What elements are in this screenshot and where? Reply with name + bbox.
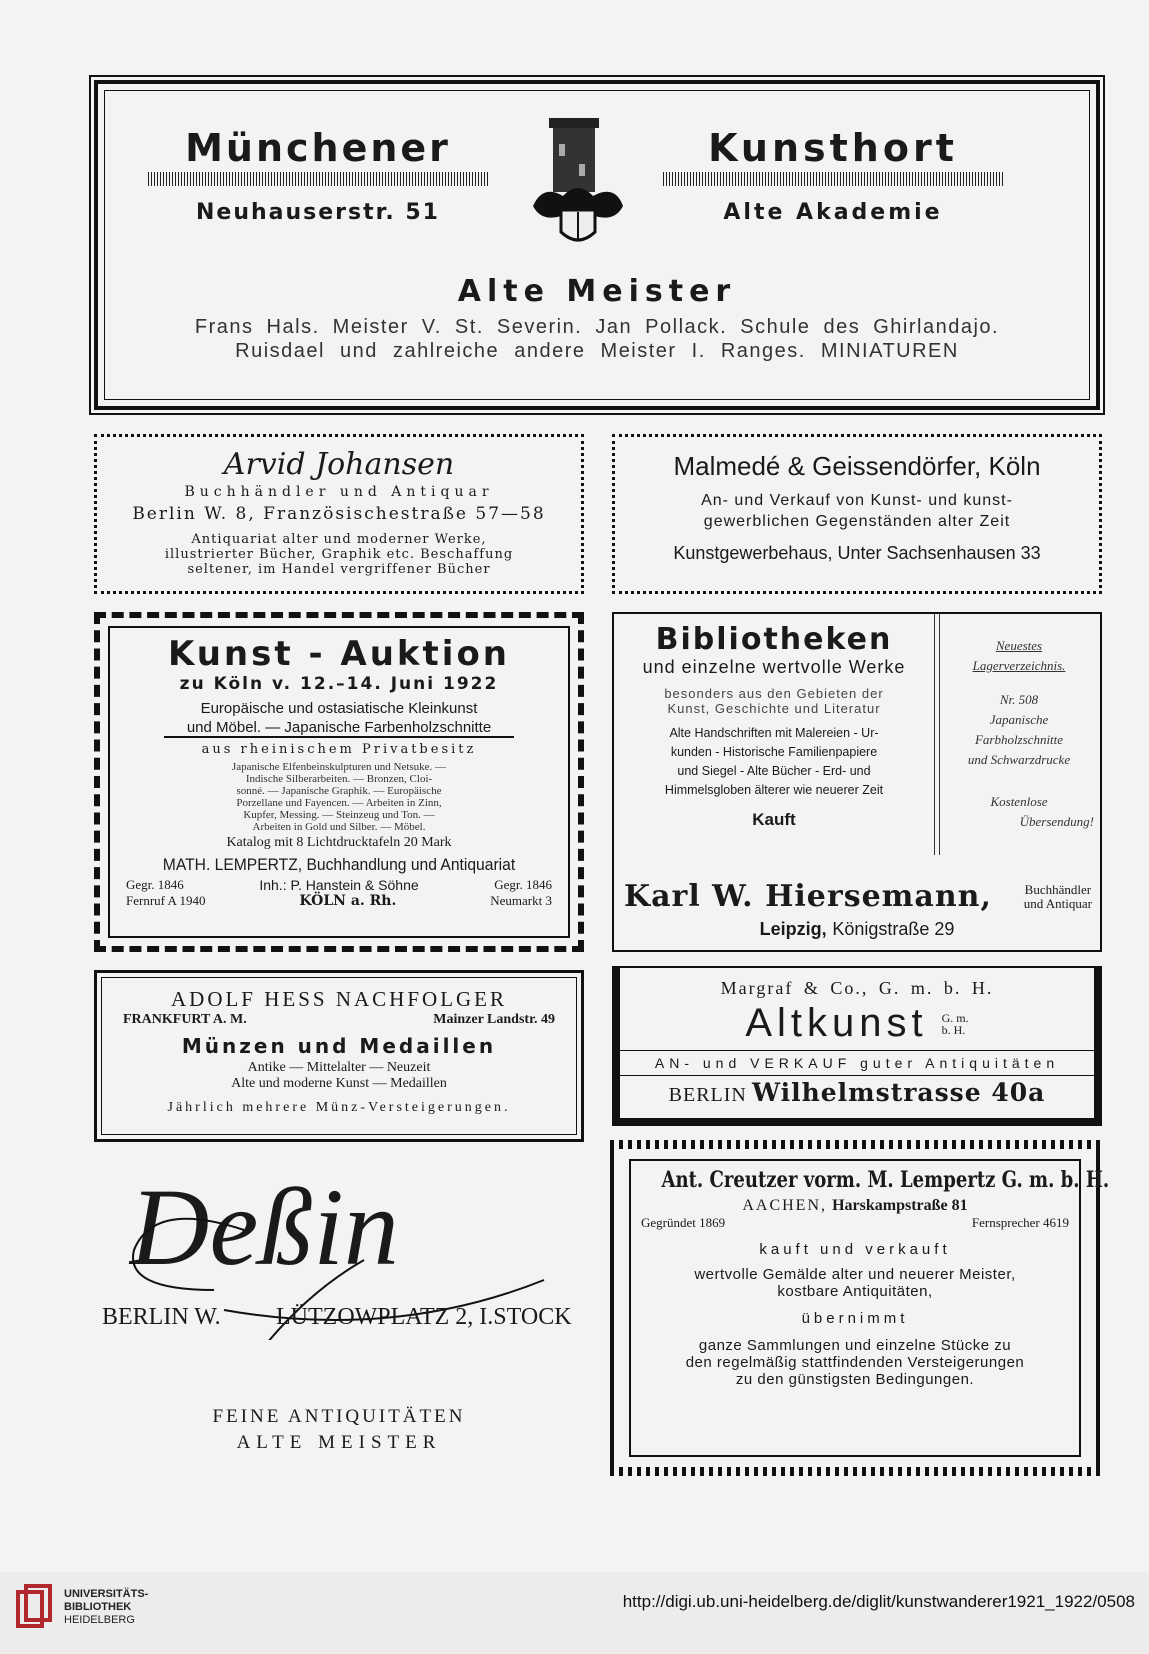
johansen-role: Buchhändler und Antiquar [184, 484, 494, 500]
hiersemann-sub: und einzelne wertvolle Werke [642, 657, 906, 677]
ad-adolf-hess [94, 970, 584, 1142]
hiersemann-side-6: und Schwarzdrucke [967, 752, 1071, 767]
hiersemann-side-5: Farbholzschnitte [974, 732, 1064, 747]
creutzer-info-row [619, 1215, 1091, 1231]
auktion-address: Neumarkt 3 [490, 893, 552, 908]
hiersemann-side-2: Lagerverzeichnis. [972, 658, 1066, 673]
hiersemann-list [614, 724, 934, 800]
creutzer-line-4: den regelmäßig stattfindenden Versteigerungen [685, 1354, 1025, 1371]
altkunst-line-1: AN- und VERKAUF guter Antiquitäten [614, 1050, 1100, 1071]
auktion-row-1 [100, 877, 578, 893]
hiersemann-kauft: Kauft [752, 810, 796, 829]
altkunst-gmbh [942, 1012, 969, 1036]
creutzer-ub: übernimmt [801, 1310, 909, 1327]
auktion-katalog: Katalog mit 8 Lichtdrucktafeln 20 Mark [226, 835, 452, 850]
kunsthort-left-block [148, 126, 488, 225]
hiersemann-street: Königstraße 29 [832, 919, 955, 939]
dessin-line-2: ALTE MEISTER [236, 1432, 442, 1453]
creutzer-line-3: ganze Sammlungen und einzelne Stücke zu [698, 1337, 1012, 1354]
altkunst-street: Wilhelmstrasse 40a [751, 1078, 1046, 1107]
alte-meister-heading: Alte Meister [457, 274, 737, 309]
malmede-line-2: gewerblichen Gegenständen alter Zeit [703, 513, 1011, 530]
hess-line-1: Antike — Mittelalter — Neuzeit [247, 1060, 431, 1075]
auktion-line-2: und Möbel. — Japanische Farbenholzschnitte [164, 719, 514, 738]
ad-margraf-altkunst [612, 966, 1102, 1126]
hess-line-2: Alte und moderne Kunst — Medaillen [231, 1076, 447, 1091]
altkunst-city: BERLIN [668, 1084, 747, 1106]
auktion-city: KÖLN a. Rh. [299, 893, 397, 909]
dessin-street: LÜTZOWPLATZ 2, I.STOCK [276, 1304, 572, 1330]
hiersemann-role-1: Buchhändler [1024, 881, 1092, 897]
hiersemann-firm: Karl W. Hiersemann, [624, 879, 992, 914]
auktion-detail-3: sonné. — Japanische Graphik. — Europäische [236, 785, 442, 797]
hiersemann-list-3: und Siegel - Alte Bücher - Erd- und [677, 764, 871, 778]
creutzer-line-5: zu den günstigsten Bedingungen. [735, 1371, 975, 1388]
auktion-date: zu Köln v. 12.–14. Juni 1922 [179, 674, 499, 694]
auktion-detail-1: Japanische Elfenbeinskulpturen und Netsuke. — [231, 761, 447, 773]
hess-title: ADOLF HESS NACHFOLGER [170, 987, 508, 1011]
ub-line-3: HEIDELBERG [64, 1614, 135, 1626]
source-url[interactable]: http://digi.ub.uni-heidelberg.de/diglit/kunstwanderer1921_1922/0508 [622, 1592, 1135, 1611]
ad-arvid-johansen [94, 434, 584, 594]
hiersemann-list-1: Alte Handschriften mit Malereien - Ur- [669, 726, 879, 740]
malmede-line-1: An- und Verkauf von Kunst- und kunst- [701, 492, 1013, 509]
creutzer-city: AACHEN, [742, 1197, 827, 1214]
johansen-text-1: Antiquariat alter und moderner Werke, [191, 532, 487, 547]
hiersemann-city: Leipzig, [759, 919, 827, 939]
malmede-line-3: Kunstgewerbehaus, Unter Sachsenhausen 33 [673, 543, 1041, 563]
kunsthort-line-1: Frans Hals. Meister V. St. Severin. Jan Pollack. Schule des Ghirlandajo. [194, 316, 1000, 338]
hiersemann-side-4: Japanische [989, 712, 1049, 727]
margraf-main-row [614, 1001, 1100, 1046]
dessin-line-1: FEINE ANTIQUITÄTEN [212, 1406, 466, 1427]
auktion-details [100, 761, 578, 833]
auktion-gegr-right: Gegr. 1846 [494, 877, 552, 892]
hiersemann-sidebar [944, 636, 1094, 832]
ad-dessin [94, 1162, 584, 1472]
kunsthort-right-block [663, 126, 1003, 225]
hiersemann-address [614, 919, 1100, 940]
ub-heidelberg-logo-icon [14, 1582, 56, 1638]
creutzer-address [619, 1195, 1091, 1215]
hess-city: FRANKFURT A. M. [123, 1012, 247, 1027]
auktion-detail-6: Arbeiten in Gold und Silber. — Möbel. [252, 821, 426, 833]
hiersemann-list-4: Himmelsgloben älterer wie neuerer Zeit [664, 783, 884, 797]
kunsthort-location: Alte Akademie [723, 200, 943, 225]
kunsthort-right-title: Kunsthort [708, 126, 958, 170]
kunsthort-left-title: Münchener [185, 126, 451, 170]
auktion-detail-5: Kupfer, Messing. — Steinzeug und Ton. — [243, 809, 435, 821]
auktion-inhaber: Inh.: P. Hanstein & Söhne [259, 877, 419, 893]
creutzer-line-2: kostbare Antiquitäten, [777, 1283, 933, 1300]
auktion-title: Kunst - Auktion [167, 634, 511, 674]
johansen-text-3: seltener, im Handel vergriffener Bücher [187, 562, 491, 577]
dessin-city: BERLIN W. [102, 1304, 221, 1330]
johansen-address: Berlin W. 8, Französischestraße 57—58 [132, 504, 546, 524]
altkunst-address [614, 1075, 1100, 1107]
creutzer-title: Ant. Creutzer vorm. M. Lempertz G. m. b. H. [661, 1167, 1110, 1193]
margraf-top: Margraf & Co., G. m. b. H. [720, 978, 994, 998]
creutzer-line-1: wertvolle Gemälde alter und neuerer Meister, [694, 1266, 1016, 1283]
ub-line-2: BIBLIOTHEK [64, 1601, 132, 1613]
hiersemann-line-1: besonders aus den Gebieten der [664, 686, 884, 701]
creutzer-kv: kauft und verkauft [759, 1241, 951, 1258]
hiersemann-side-3: Nr. 508 [999, 692, 1039, 707]
auktion-detail-2: Indische Silberarbeiten. — Bronzen, Cloi- [245, 773, 433, 785]
ub-line-1: UNIVERSITÄTS- [64, 1588, 149, 1600]
hiersemann-side-1: Neuestes [995, 638, 1043, 653]
creutzer-street: Harskampstraße 81 [832, 1197, 968, 1214]
malmede-name: Malmedé & Geissendörfer, Köln [673, 451, 1041, 481]
creutzer-fern: Fernsprecher 4619 [971, 1215, 1069, 1230]
auktion-gegr-left: Gegr. 1846 [126, 877, 184, 892]
auktion-line-3: aus rheinischem Privatbesitz [201, 742, 477, 757]
johansen-text-2: illustrierter Bücher, Graphik etc. Beschaffung [164, 547, 514, 562]
ad-creutzer [610, 1140, 1110, 1476]
hiersemann-firm-role [1024, 883, 1092, 911]
kunsthort-address: Neuhauserstr. 51 [196, 200, 440, 225]
hiersemann-firm-row [624, 879, 1092, 914]
hiersemann-side-8: Übersendung! [1019, 814, 1094, 829]
ub-heidelberg-text [64, 1588, 148, 1627]
auktion-line-1: Europäische und ostasiatische Kleinkunst [200, 700, 478, 717]
dessin-signature: Deßin [130, 1166, 399, 1288]
creutzer-gegr: Gegründet 1869 [641, 1215, 726, 1230]
hiersemann-list-2: kunden - Historische Familienpapiere [670, 745, 878, 759]
hiersemann-side-7: Kostenlose [990, 794, 1048, 809]
auktion-fernruf: Fernruf A 1940 [126, 893, 206, 908]
digitization-footer [0, 1572, 1149, 1654]
altkunst-bh: b. H. [941, 1022, 966, 1037]
ad-muenchener-kunsthort [94, 80, 1100, 410]
ad-kunst-auktion [94, 612, 584, 952]
auktion-row-2 [100, 893, 578, 909]
kunsthort-line-2: Ruisdael und zahlreiche andere Meister I. Ranges. MINIATUREN [235, 340, 959, 362]
hess-line-3: Jährlich mehrere Münz-Versteigerungen. [167, 1100, 511, 1115]
tower-emblem-icon [523, 114, 633, 264]
hiersemann-title: Bibliotheken [655, 622, 893, 657]
hess-address: Mainzer Landstr. 49 [433, 1012, 555, 1027]
hiersemann-line-2: Kunst, Geschichte und Literatur [667, 701, 881, 716]
altkunst-title: Altkunst [745, 1001, 928, 1045]
hiersemann-role-2: und Antiquar [1023, 895, 1092, 911]
johansen-name: Arvid Johansen [223, 447, 455, 482]
ad-hiersemann [612, 612, 1102, 952]
altkunst-gm: G. m. [941, 1010, 969, 1025]
auktion-firm: MATH. LEMPERTZ, Buchhandlung und Antiquariat [162, 855, 516, 874]
auktion-detail-4: Porzellane und Fayencen. — Arbeiten in Zinn, [236, 797, 442, 809]
ad-malmede-geissendoerfer [612, 434, 1102, 594]
hess-main: Münzen und Medaillen [181, 1034, 497, 1058]
